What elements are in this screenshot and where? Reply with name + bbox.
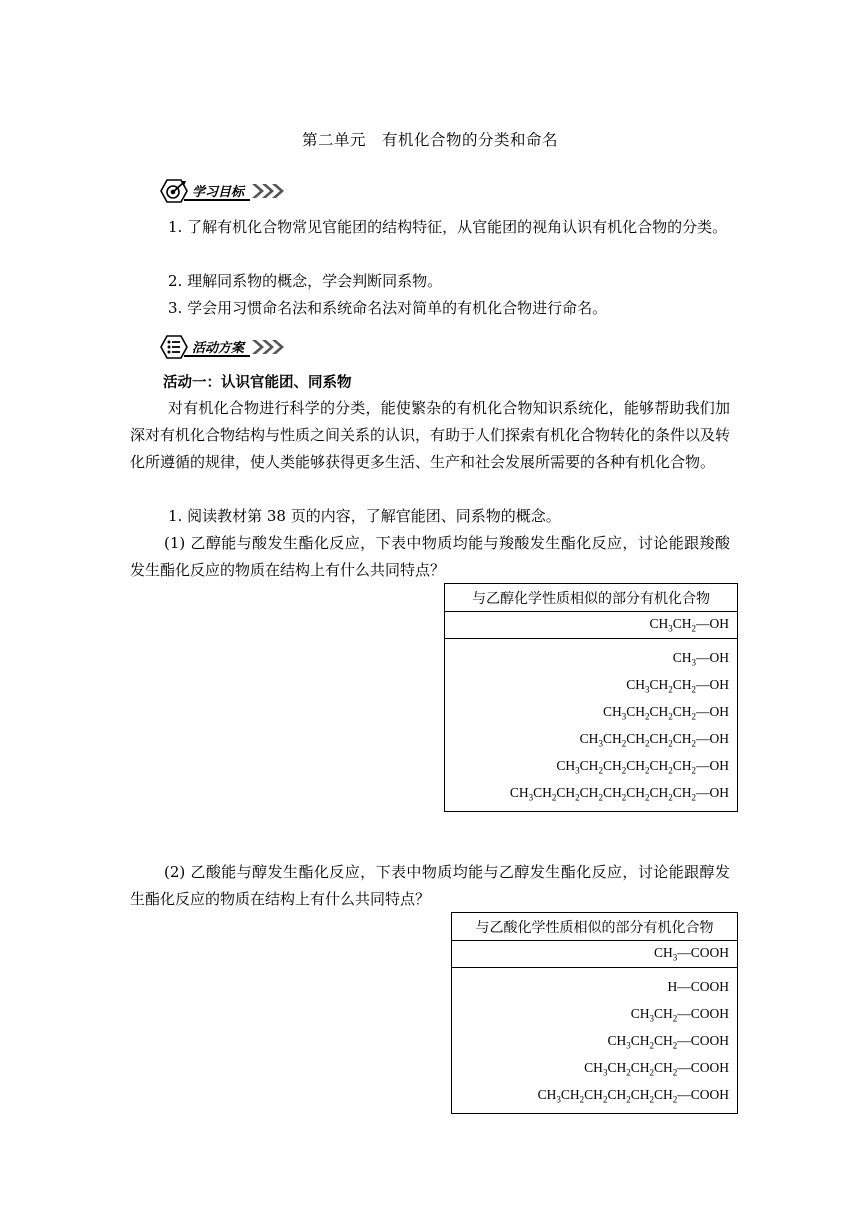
activity-plan-badge: [160, 334, 292, 360]
acid-table-body: [452, 968, 738, 1114]
formula-line: $CH_3CH_2CH_2CH_2CH_2—OH$: [579, 731, 729, 749]
formula-line: $CH_3CH_2CH_2CH_2CH_2CH_2CH_2CH_2—OH$: [509, 785, 729, 803]
intro-paragraph: 对有机化合物进行科学的分类，能使繁杂的有机化合物知识系统化，能够帮助我们加深对有机化合物结构与性质之间关系的认识，有助于人们探索有机化合物转化的条件以及转化所遵循的规律，使人类能够获得更多生活、生产和社会发展所需要的各种有机化合物。: [130, 399, 731, 471]
question-2: (2) 乙酸能与醇发生酯化反应，下表中物质均能与乙醇发生酯化反应，讨论能跟醇发生酯化反应的物质在结构上有什么共同特点？: [130, 863, 730, 908]
table-row: $CH_3CH_2—OH$: [445, 612, 738, 639]
formula-line: $CH_3CH_2CH_2—OH$: [626, 677, 729, 695]
learning-goals-label: 学习目标: [184, 181, 250, 201]
acid-table: [451, 912, 738, 1114]
chevrons-icon: [252, 184, 292, 198]
formula-line: $CH_3CH_2CH_2—COOH$: [607, 1033, 729, 1051]
alcohol-table: [444, 583, 738, 812]
chevrons-icon: [252, 340, 292, 354]
goal-item-2: 2. 理解同系物的概念，学会判断同系物。: [168, 272, 443, 290]
formula-line: $CH_3CH_2CH_2CH_2CH_2CH_2—COOH$: [537, 1087, 729, 1105]
activity-plan-label: 活动方案: [184, 337, 250, 357]
reading-step: 1. 阅读教材第 38 页的内容，了解官能团、同系物的概念。: [168, 507, 561, 525]
page-title: 第二单元 有机化合物的分类和命名: [301, 131, 558, 149]
formula-line: $CH_3CH_2CH_2CH_2CH_2CH_2—OH$: [556, 758, 729, 776]
learning-goals-badge: [160, 178, 292, 204]
goal-item-1: 1. 了解有机化合物常见官能团的结构特征，从官能团的视角认识有机化合物的分类。: [168, 218, 728, 236]
formula-line: $CH_3CH_2—COOH$: [630, 1006, 729, 1024]
formula-line: H—COOH: [667, 979, 729, 994]
activity-heading: 活动一：认识官能团、同系物: [163, 375, 352, 391]
goal-item-3: 3. 学会用习惯命名法和系统命名法对简单的有机化合物进行命名。: [168, 299, 608, 317]
formula-line: $CH_3CH_2CH_2CH_2—OH$: [602, 704, 729, 722]
acid-table-header: 与乙酸化学性质相似的部分有机化合物: [452, 913, 738, 941]
formula-line: $CH_3CH_2CH_2CH_2—COOH$: [584, 1060, 729, 1078]
table-row: $CH_3—COOH$: [452, 941, 738, 968]
formula-line: $CH_3—OH$: [672, 650, 729, 668]
alcohol-table-body: [445, 639, 738, 812]
question-1: (1) 乙醇能与酸发生酯化反应，下表中物质均能与羧酸发生酯化反应，讨论能跟羧酸发生酯化反应的物质在结构上有什么共同特点？: [130, 534, 730, 579]
alcohol-table-header: 与乙醇化学性质相似的部分有机化合物: [445, 584, 738, 612]
